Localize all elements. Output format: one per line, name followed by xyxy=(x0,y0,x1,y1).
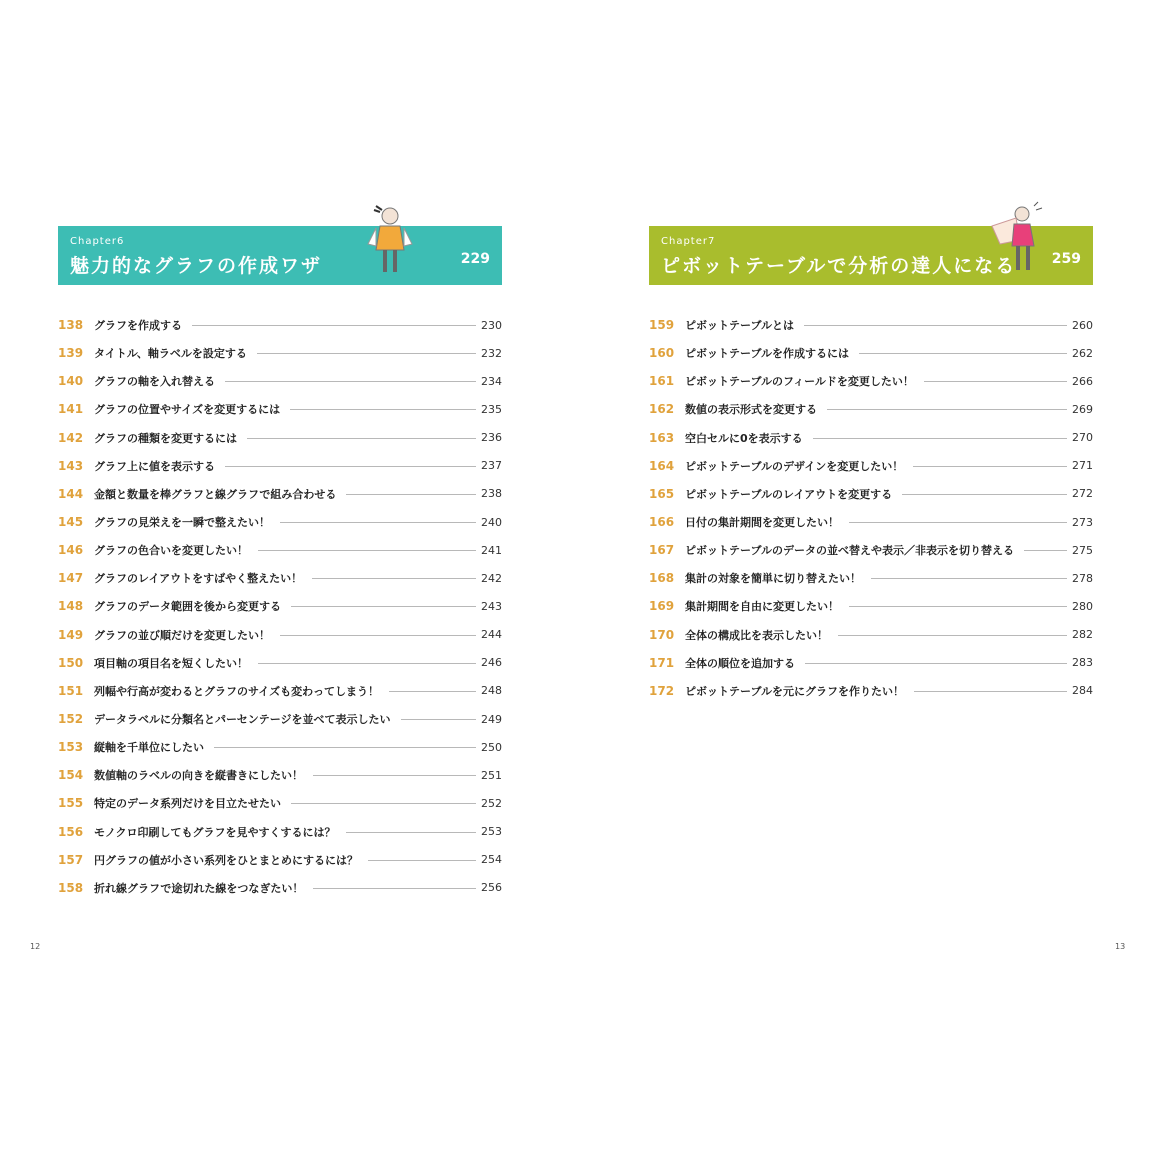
entry-number: 163 xyxy=(649,430,675,445)
leader-line xyxy=(225,466,476,467)
toc-entry xyxy=(58,592,502,620)
chapter-start-page: 229 xyxy=(460,251,490,267)
entry-number: 147 xyxy=(58,571,84,586)
chapter-label: Chapter6 xyxy=(70,236,125,247)
entry-title: モノクロ印刷してもグラフを見やすくするには？ xyxy=(94,825,336,839)
entry-title: ピボットテーブルのフィールドを変更したい！ xyxy=(685,375,914,389)
toc-entry xyxy=(58,311,502,339)
entry-title: 金額と数量を棒グラフと線グラフで組み合わせる xyxy=(94,487,337,501)
entry-title: グラフのレイアウトをすばやく整えたい！ xyxy=(94,572,303,586)
toc-entry xyxy=(58,761,502,789)
right-page xyxy=(575,0,1150,1150)
entry-number: 139 xyxy=(58,346,84,361)
leader-line xyxy=(247,438,476,439)
entry-number: 138 xyxy=(58,318,84,333)
leader-line xyxy=(192,325,476,326)
entry-title: タイトル、軸ラベルを設定する xyxy=(94,347,247,361)
entry-number: 151 xyxy=(58,683,84,698)
toc-entry xyxy=(649,508,1093,536)
entry-page: 236 xyxy=(481,431,502,445)
leader-line xyxy=(368,860,476,861)
entry-title: グラフの種類を変更するには xyxy=(94,431,237,445)
entry-title: 数値の表示形式を変更する xyxy=(685,403,817,417)
entry-title: グラフの軸を入れ替える xyxy=(94,375,215,389)
entry-page: 243 xyxy=(481,599,502,613)
entry-page: 235 xyxy=(481,402,502,416)
entry-title: 縦軸を千単位にしたい xyxy=(94,741,204,755)
entry-page: 256 xyxy=(481,881,502,895)
toc-entry xyxy=(649,677,1093,705)
chapter-title: ピボットテーブルで分析の達人になる xyxy=(661,255,1017,277)
entry-page: 275 xyxy=(1072,543,1093,557)
entry-page: 230 xyxy=(481,318,502,332)
entry-title: 全体の構成比を表示したい！ xyxy=(685,628,828,642)
entry-page: 248 xyxy=(481,684,502,698)
entry-title: 日付の集計期間を変更したい！ xyxy=(685,516,839,530)
entry-title: 折れ線グラフで途切れた線をつなぎたい！ xyxy=(94,881,304,895)
leader-line xyxy=(291,803,476,804)
entry-title: グラフの位置やサイズを変更するには xyxy=(94,403,281,417)
entry-number: 148 xyxy=(58,599,84,614)
toc-entry xyxy=(649,395,1093,423)
leader-line xyxy=(914,691,1067,692)
chapter-6-header xyxy=(58,226,502,285)
toc-entry xyxy=(58,395,502,423)
entry-number: 170 xyxy=(649,627,675,642)
entry-title: グラフを作成する xyxy=(94,319,182,333)
toc-entry xyxy=(58,846,502,874)
entry-number: 167 xyxy=(649,543,675,558)
leader-line xyxy=(258,663,476,664)
entry-page: 283 xyxy=(1072,656,1093,670)
entry-page: 238 xyxy=(481,487,502,501)
entry-page: 253 xyxy=(481,825,502,839)
toc-entry xyxy=(58,564,502,592)
entry-page: 282 xyxy=(1072,628,1093,642)
table-of-contents-right xyxy=(649,311,1093,705)
toc-entry xyxy=(58,452,502,480)
leader-line xyxy=(280,635,476,636)
entry-number: 154 xyxy=(58,768,84,783)
entry-number: 165 xyxy=(649,486,675,501)
entry-page: 251 xyxy=(481,768,502,782)
toc-entry xyxy=(649,621,1093,649)
mascot-illustration-icon xyxy=(990,200,1050,280)
mascot-illustration-icon xyxy=(362,200,422,280)
leader-line xyxy=(258,550,476,551)
leader-line xyxy=(290,409,476,410)
entry-number: 169 xyxy=(649,599,675,614)
entry-page: 260 xyxy=(1072,318,1093,332)
entry-page: 262 xyxy=(1072,346,1093,360)
leader-line xyxy=(871,578,1067,579)
entry-page: 266 xyxy=(1072,374,1093,388)
entry-title: ピボットテーブルを作成するには xyxy=(685,347,850,361)
entry-page: 269 xyxy=(1072,402,1093,416)
toc-entry xyxy=(649,452,1093,480)
entry-title: ピボットテーブルとは xyxy=(685,319,795,333)
entry-title: ピボットテーブルのレイアウトを変更する xyxy=(685,487,893,501)
leader-line xyxy=(291,606,476,607)
entry-number: 146 xyxy=(58,543,84,558)
leader-line xyxy=(827,409,1067,410)
entry-title: 空白セルに0を表示する xyxy=(685,431,803,445)
toc-entry xyxy=(649,592,1093,620)
entry-page: 240 xyxy=(481,515,502,529)
toc-entry xyxy=(58,818,502,846)
entry-title: 特定のデータ系列だけを目立たせたい xyxy=(94,797,281,811)
leader-line xyxy=(346,494,476,495)
toc-entry xyxy=(58,339,502,367)
entry-number: 162 xyxy=(649,402,675,417)
entry-number: 166 xyxy=(649,515,675,530)
entry-title: グラフのデータ範囲を後から変更する xyxy=(94,600,281,614)
leader-line xyxy=(401,719,476,720)
entry-title: グラフの並び順だけを変更したい！ xyxy=(94,628,270,642)
leader-line xyxy=(859,353,1067,354)
entry-title: グラフの見栄えを一瞬で整えたい！ xyxy=(94,516,270,530)
leader-line xyxy=(280,522,476,523)
entry-page: 237 xyxy=(481,459,502,473)
leader-line xyxy=(257,353,476,354)
entry-title: グラフ上に値を表示する xyxy=(94,459,215,473)
entry-title: ピボットテーブルのデータの並べ替えや表示／非表示を切り替える xyxy=(685,544,1015,558)
entry-number: 143 xyxy=(58,458,84,473)
toc-entry xyxy=(649,480,1093,508)
entry-page: 241 xyxy=(481,543,502,557)
entry-number: 171 xyxy=(649,655,675,670)
leader-line xyxy=(312,578,476,579)
toc-entry xyxy=(58,874,502,902)
toc-entry xyxy=(649,339,1093,367)
leader-line xyxy=(849,522,1067,523)
page-number: 12 xyxy=(30,942,41,951)
entry-page: 284 xyxy=(1072,684,1093,698)
toc-entry xyxy=(58,424,502,452)
toc-entry xyxy=(58,367,502,395)
entry-number: 172 xyxy=(649,683,675,698)
entry-page: 254 xyxy=(481,853,502,867)
entry-number: 160 xyxy=(649,346,675,361)
leader-line xyxy=(214,747,476,748)
entry-number: 156 xyxy=(58,824,84,839)
entry-page: 234 xyxy=(481,374,502,388)
toc-entry xyxy=(58,677,502,705)
entry-number: 164 xyxy=(649,458,675,473)
entry-number: 152 xyxy=(58,712,84,727)
entry-title: 列幅や行高が変わるとグラフのサイズも変わってしまう！ xyxy=(94,684,380,698)
chapter-title: 魅力的なグラフの作成ワザ xyxy=(70,255,323,277)
leader-line xyxy=(804,325,1067,326)
entry-title: 項目軸の項目名を短くしたい！ xyxy=(94,656,248,670)
entry-number: 155 xyxy=(58,796,84,811)
toc-entry xyxy=(58,649,502,677)
entry-page: 244 xyxy=(481,628,502,642)
entry-number: 145 xyxy=(58,515,84,530)
entry-number: 141 xyxy=(58,402,84,417)
entry-title: 円グラフの値が小さい系列をひとまとめにするには？ xyxy=(94,853,358,867)
entry-title: グラフの色合いを変更したい！ xyxy=(94,544,248,558)
toc-entry xyxy=(649,311,1093,339)
entry-title: ピボットテーブルのデザインを変更したい！ xyxy=(685,459,904,473)
entry-number: 142 xyxy=(58,430,84,445)
entry-page: 246 xyxy=(481,656,502,670)
entry-title: 集計の対象を簡単に切り替えたい！ xyxy=(685,572,861,586)
entry-page: 280 xyxy=(1072,599,1093,613)
toc-entry xyxy=(58,480,502,508)
entry-number: 157 xyxy=(58,852,84,867)
entry-number: 161 xyxy=(649,374,675,389)
leader-line xyxy=(849,606,1067,607)
chapter-start-page: 259 xyxy=(1051,251,1081,267)
toc-entry xyxy=(58,508,502,536)
toc-entry xyxy=(58,705,502,733)
entry-page: 242 xyxy=(481,571,502,585)
entry-page: 278 xyxy=(1072,571,1093,585)
leader-line xyxy=(313,775,476,776)
leader-line xyxy=(902,494,1067,495)
entry-page: 250 xyxy=(481,740,502,754)
page-number: 13 xyxy=(1115,942,1126,951)
toc-entry xyxy=(649,649,1093,677)
entry-number: 144 xyxy=(58,486,84,501)
leader-line xyxy=(1024,550,1067,551)
leader-line xyxy=(313,888,476,889)
entry-number: 158 xyxy=(58,880,84,895)
leader-line xyxy=(813,438,1067,439)
toc-entry xyxy=(649,536,1093,564)
toc-entry xyxy=(58,621,502,649)
entry-page: 249 xyxy=(481,712,502,726)
entry-title: 集計期間を自由に変更したい！ xyxy=(685,600,839,614)
entry-title: 全体の順位を追加する xyxy=(685,656,795,670)
entry-title: 数値軸のラベルの向きを縦書きにしたい！ xyxy=(94,769,303,783)
entry-number: 149 xyxy=(58,627,84,642)
table-of-contents-left xyxy=(58,311,502,902)
leader-line xyxy=(805,663,1067,664)
entry-page: 232 xyxy=(481,346,502,360)
entry-page: 270 xyxy=(1072,431,1093,445)
entry-page: 273 xyxy=(1072,515,1093,529)
chapter-label: Chapter7 xyxy=(661,236,716,247)
entry-page: 272 xyxy=(1072,487,1093,501)
leader-line xyxy=(924,381,1067,382)
entry-number: 140 xyxy=(58,374,84,389)
entry-number: 168 xyxy=(649,571,675,586)
entry-number: 159 xyxy=(649,318,675,333)
toc-entry xyxy=(649,367,1093,395)
toc-entry xyxy=(58,733,502,761)
leader-line xyxy=(389,691,476,692)
leader-line xyxy=(838,635,1067,636)
entry-title: データラベルに分類名とパーセンテージを並べて表示したい xyxy=(94,713,391,727)
entry-page: 271 xyxy=(1072,459,1093,473)
leader-line xyxy=(225,381,476,382)
toc-entry xyxy=(58,536,502,564)
toc-entry xyxy=(58,789,502,817)
entry-number: 150 xyxy=(58,655,84,670)
entry-number: 153 xyxy=(58,740,84,755)
entry-title: ピボットテーブルを元にグラフを作りたい！ xyxy=(685,684,905,698)
entry-page: 252 xyxy=(481,796,502,810)
toc-entry xyxy=(649,564,1093,592)
toc-entry xyxy=(649,424,1093,452)
leader-line xyxy=(346,832,476,833)
leader-line xyxy=(913,466,1067,467)
